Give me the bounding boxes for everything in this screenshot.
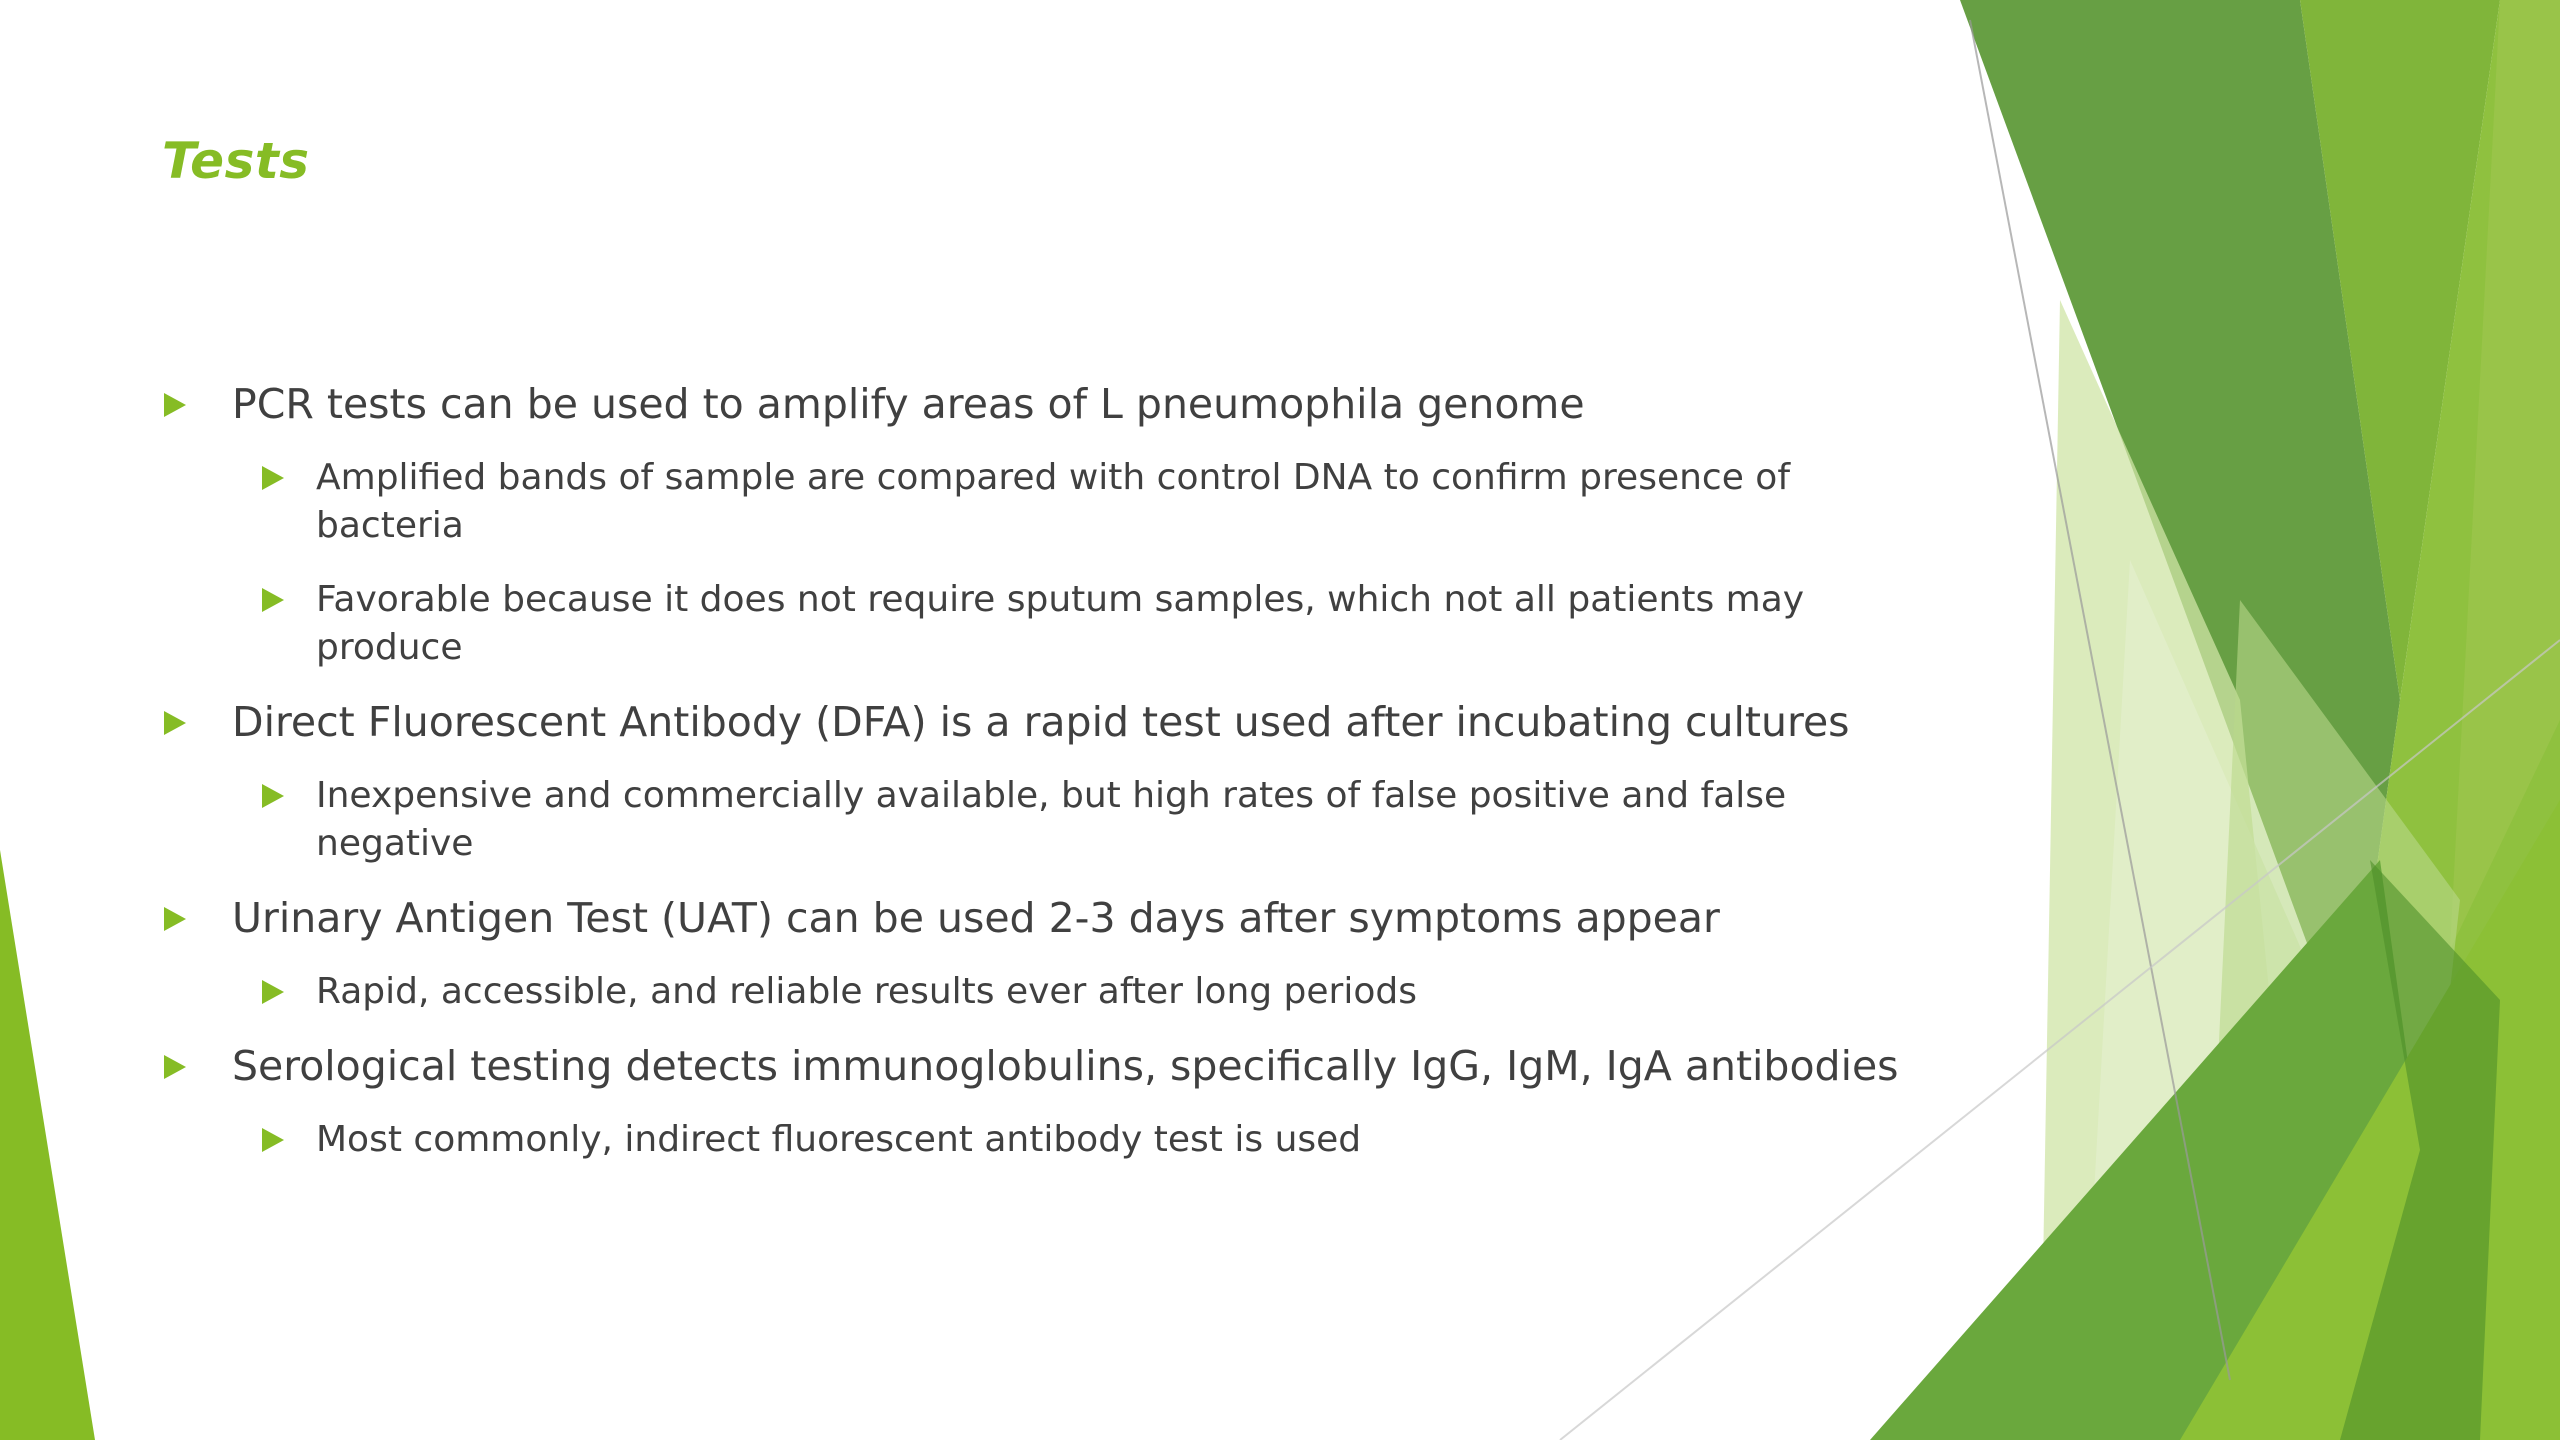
bullet-text: Direct Fluorescent Antibody (DFA) is a rapid test used after incubating cultures bbox=[232, 698, 1850, 746]
bullet-text: Urinary Antigen Test (UAT) can be used 2-3 days after symptoms appear bbox=[232, 894, 1720, 942]
triangle-right-bullet-icon bbox=[164, 1055, 186, 1079]
sub-bullet-item bbox=[160, 772, 1816, 868]
sub-bullet-item bbox=[160, 576, 1816, 672]
bullet-item-dfa bbox=[160, 698, 1920, 746]
triangle-right-bullet-icon bbox=[262, 980, 284, 1004]
slide-title: Tests bbox=[162, 132, 310, 190]
sub-bullet-text: Rapid, accessible, and reliable results ever after long periods bbox=[316, 971, 1417, 1012]
triangle-right-bullet-icon bbox=[262, 588, 284, 612]
sub-bullet-text: Amplified bands of sample are compared with control DNA to confirm presence of bacteria bbox=[316, 457, 1790, 546]
bullet-item-serological bbox=[160, 1042, 1920, 1090]
triangle-right-bullet-icon bbox=[164, 711, 186, 735]
triangle-right-bullet-icon bbox=[262, 784, 284, 808]
bullet-list bbox=[160, 380, 1920, 1190]
bullet-item-uat bbox=[160, 894, 1920, 942]
bullet-text: Serological testing detects immunoglobulins, specifically IgG, IgM, IgA antibodies bbox=[232, 1042, 1899, 1090]
sub-bullet-item bbox=[160, 968, 1816, 1016]
sub-bullet-text: Inexpensive and commercially available, but high rates of false positive and false negative bbox=[316, 775, 1787, 864]
left-green-sliver bbox=[0, 850, 95, 1440]
sub-bullet-text: Favorable because it does not require sputum samples, which not all patients may produce bbox=[316, 579, 1805, 668]
sub-bullet-item bbox=[160, 454, 1816, 550]
bullet-item-pcr bbox=[160, 380, 1920, 428]
bullet-text: PCR tests can be used to amplify areas of L pneumophila genome bbox=[232, 380, 1585, 428]
sub-bullet-item bbox=[160, 1116, 1816, 1164]
sub-bullet-text: Most commonly, indirect fluorescent antibody test is used bbox=[316, 1119, 1362, 1160]
triangle-right-bullet-icon bbox=[164, 393, 186, 417]
triangle-right-bullet-icon bbox=[262, 1128, 284, 1152]
triangle-right-bullet-icon bbox=[164, 907, 186, 931]
triangle-right-bullet-icon bbox=[262, 466, 284, 490]
